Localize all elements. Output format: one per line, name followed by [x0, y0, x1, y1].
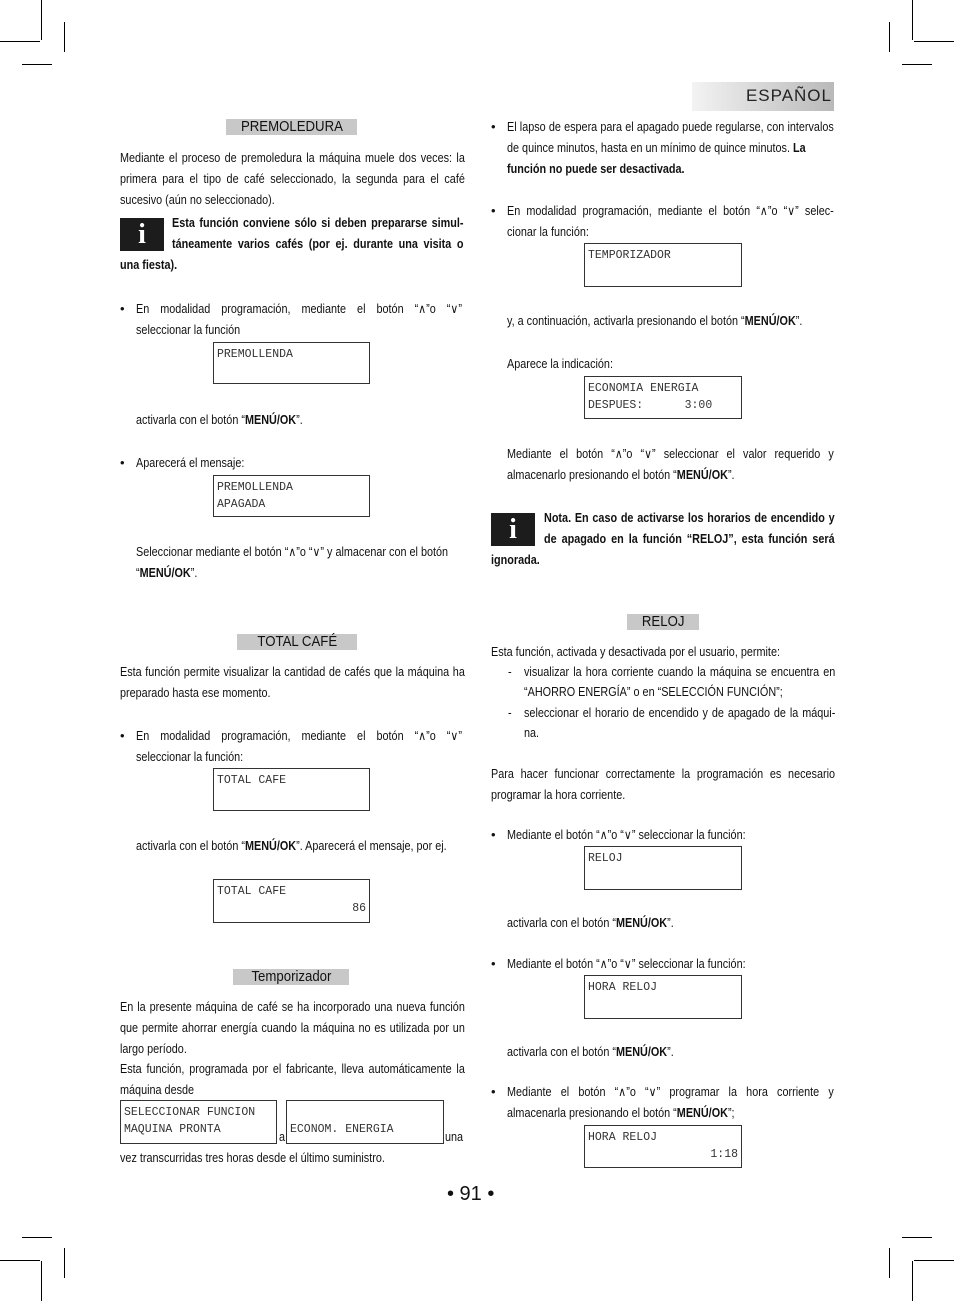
lcd-display: TOTAL CAFE 86 — [213, 879, 370, 923]
bullet-text: En modalidad programación, mediante el botón “∧”o “∨” — [136, 302, 462, 316]
paragraph: “MENÚ/OK”. — [136, 566, 198, 580]
lcd-display: RELOJ — [584, 846, 742, 890]
dash-item-text: “AHORRO ENERGÍA” o en “SELECCIÓN FUNCIÓN”; — [524, 685, 783, 699]
dash: - — [508, 706, 512, 720]
paragraph: activarla con el botón “MENÚ/OK”. — [507, 916, 674, 930]
info-icon: i — [120, 218, 164, 251]
crop-mark — [64, 22, 65, 52]
bullet: • — [491, 203, 496, 218]
lcd-display: HORA RELOJ 1:18 — [584, 1125, 742, 1168]
paragraph: activarla con el botón “MENÚ/OK”. — [136, 413, 303, 427]
crop-mark — [41, 1261, 42, 1301]
lcd-display: SELECCIONAR FUNCION MAQUINA PRONTA — [120, 1100, 277, 1144]
crop-mark — [22, 64, 52, 65]
info-note-line: una fiesta). — [120, 258, 178, 272]
crop-mark — [889, 1248, 890, 1278]
crop-mark — [902, 64, 932, 65]
bullet-text: seleccionar la función: — [136, 750, 244, 764]
crop-mark — [0, 41, 40, 42]
paragraph: y, a continuación, activarla presionando el botón “MENÚ/OK”. — [507, 314, 803, 328]
language-label: ESPAÑOL — [745, 86, 832, 105]
crop-mark — [914, 1260, 954, 1261]
paragraph: En la presente máquina de café se ha incorporado una nueva función que permite ahorrar energía cuando la máquina no es utilizada por un largo período. — [120, 1000, 465, 1056]
lcd-display: TEMPORIZADOR — [584, 243, 742, 287]
lcd-display: ECONOM. ENERGIA — [286, 1100, 444, 1144]
crop-mark — [64, 1248, 65, 1278]
info-note-line: de apagado en la función “RELOJ”, esta función será — [544, 532, 835, 546]
language-tab — [692, 82, 834, 111]
bullet-text: función no puede ser desactivada. — [507, 162, 685, 176]
info-note-line: Esta función conviene sólo si deben prepararse simul- — [172, 216, 464, 230]
bullet-text: En modalidad programación, mediante el botón “∧”o “∨” — [136, 729, 462, 743]
dash-item-text: seleccionar el horario de encendido y de apagado de la máqui- — [524, 706, 836, 720]
bullet-text: El lapso de espera para el apagado puede regularse, con intervalos — [507, 120, 834, 134]
section-heading-temporizador: Temporizador — [233, 969, 349, 985]
info-note-line: ignorada. — [491, 553, 540, 567]
bullet: • — [120, 301, 125, 316]
info-note-line: táneamente varios cafés (por ej. durante una visita o — [172, 237, 464, 251]
crop-mark — [902, 1237, 932, 1238]
connector-text: a — [279, 1130, 286, 1144]
lcd-display: PREMOLLENDA — [213, 342, 370, 384]
crop-mark — [22, 1237, 52, 1238]
crop-mark — [0, 1260, 40, 1261]
bullet: • — [491, 119, 496, 134]
paragraph: Seleccionar mediante el botón “∧”o “∨” y almacenar con el botón — [136, 545, 449, 559]
paragraph: Aparece la indicación: — [507, 357, 613, 371]
bullet-text: Mediante el botón “∧”o “∨” seleccionar la función: — [507, 828, 746, 842]
section-heading-premoledura: PREMOLEDURA — [226, 119, 357, 135]
info-note-line: Nota. En caso de activarse los horarios de encendido y — [544, 511, 835, 525]
paragraph: activarla con el botón “MENÚ/OK”. — [507, 1045, 674, 1059]
page-number: • 91 • — [447, 1183, 495, 1205]
paragraph: activarla con el botón “MENÚ/OK”. Aparecerá el mensaje, por ej. — [136, 839, 447, 853]
bullet: • — [120, 455, 125, 470]
bullet-text: Aparecerá el mensaje: — [136, 456, 245, 470]
paragraph: Esta función permite visualizar la cantidad de cafés que la máquina ha preparado hasta ese momento. — [120, 665, 465, 700]
dash: - — [508, 665, 512, 679]
crop-mark — [914, 41, 954, 42]
crop-mark — [912, 1261, 913, 1301]
bullet-text: seleccionar la función — [136, 323, 241, 337]
bullet-text: cionar la función: — [507, 225, 589, 239]
info-icon: i — [491, 513, 535, 546]
bullet-text: almacenarla presionando el botón “MENÚ/OK”; — [507, 1106, 735, 1120]
bullet: • — [120, 728, 125, 743]
paragraph: almacenarlo presionando el botón “MENÚ/OK”. — [507, 468, 735, 482]
paragraph: Esta función, programada por el fabricante, lleva automáticamente la máquina desde — [120, 1062, 465, 1097]
bullet: • — [491, 827, 496, 842]
dash-item-text: visualizar la hora corriente cuando la máquina se encuentra en — [524, 665, 836, 679]
bullet: • — [491, 1084, 496, 1099]
lcd-display: TOTAL CAFE — [213, 768, 370, 811]
lcd-display: PREMOLLENDA APAGADA — [213, 475, 370, 517]
dash-item-text: na. — [524, 726, 540, 740]
lcd-display: ECONOMIA ENERGIA DESPUES: 3:00 — [584, 376, 742, 419]
paragraph: vez transcurridas tres horas desde el último suministro. — [120, 1151, 385, 1165]
paragraph: Para hacer funcionar correctamente la programación es necesario programar la hora corriente. — [491, 767, 835, 802]
crop-mark — [889, 22, 890, 52]
lcd-display: HORA RELOJ — [584, 975, 742, 1019]
crop-mark — [41, 0, 42, 40]
connector-text: una — [445, 1130, 464, 1144]
section-heading-reloj: RELOJ — [627, 614, 699, 630]
paragraph: Esta función, activada y desactivada por el usuario, permite: — [491, 645, 780, 659]
bullet-text: Mediante el botón “∧”o “∨” seleccionar la función: — [507, 957, 746, 971]
bullet-text: En modalidad programación, mediante el botón “∧”o “∨” selec- — [507, 204, 834, 218]
paragraph: Mediante el botón “∧”o “∨” seleccionar el valor requerido y — [507, 447, 834, 461]
paragraph: Mediante el proceso de premoledura la máquina muele dos veces: la primera para el tipo de café seleccionado, la segunda para el café sucesivo (aún no seleccionado). — [120, 151, 465, 207]
bullet-text: Mediante el botón “∧”o “∨” programar la hora corriente y — [507, 1085, 834, 1099]
crop-mark — [912, 0, 913, 40]
section-heading-total-cafe: TOTAL CAFÉ — [237, 634, 357, 650]
bullet-text: de quince minutos, hasta en un mínimo de quince minutos. La — [507, 141, 806, 155]
bullet: • — [491, 956, 496, 971]
